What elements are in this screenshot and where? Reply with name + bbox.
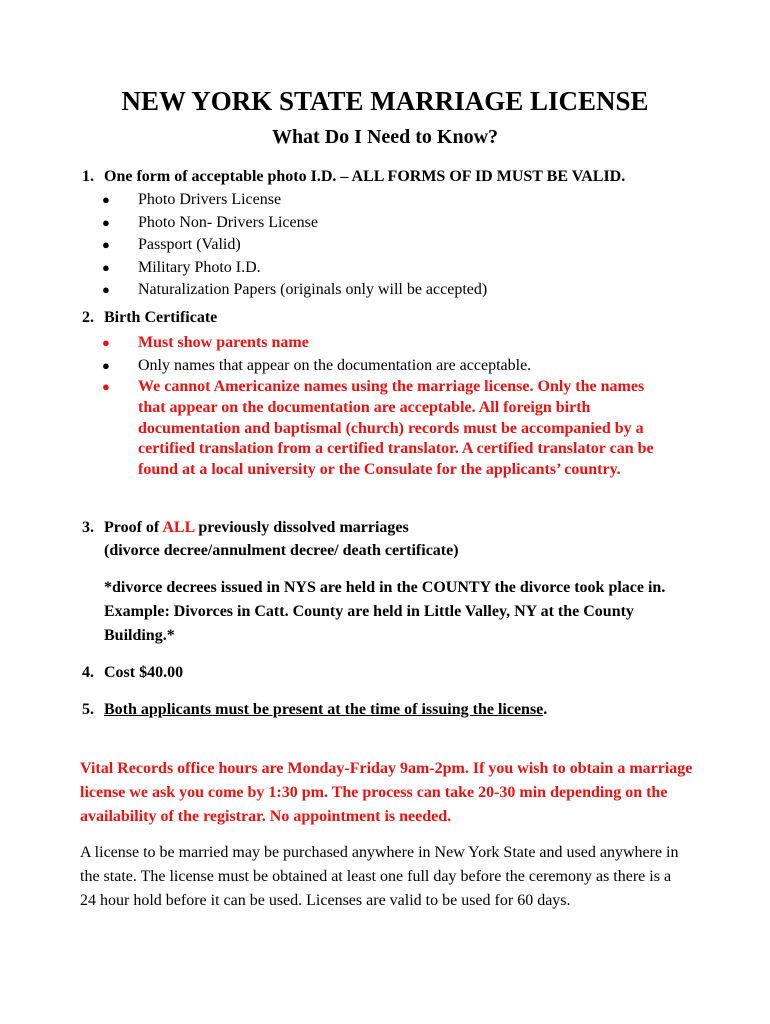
- requirement-3-number: 3.: [82, 519, 94, 536]
- requirement-5-heading: 5. Both applicants must be present at the time of issuing the license.: [82, 701, 548, 718]
- list-item: ● Photo Non- Drivers License: [0, 212, 487, 235]
- birth-certificate-list: [0, 332, 658, 481]
- id-forms-list: [0, 189, 487, 302]
- bullet-icon: ●: [102, 282, 110, 297]
- requirement-1-text: One form of acceptable photo I.D. – ALL FORMS OF ID MUST BE VALID.: [104, 168, 626, 185]
- dissolved-marriage-documents: (divorce decree/annulment decree/ death certificate): [104, 542, 459, 559]
- requirement-5-text: Both applicants must be present at the time of issuing the license: [104, 701, 544, 718]
- requirement-5-number: 5.: [82, 701, 94, 718]
- list-item: ● Naturalization Papers (originals only will be accepted): [0, 279, 487, 302]
- requirement-3-heading: 3. Proof of ALL previously dissolved marriages: [82, 519, 409, 536]
- bullet-icon: ●: [102, 237, 110, 252]
- bullet-icon: ●: [102, 259, 110, 275]
- bullet-icon: ●: [102, 192, 110, 207]
- requirement-4-text: Cost $40.00: [104, 664, 184, 681]
- requirement-4-number: 4.: [82, 664, 94, 681]
- list-item: ● Must show parents name: [0, 332, 658, 355]
- requirement-1-heading: [82, 167, 625, 187]
- requirement-1-number: 1.: [82, 168, 94, 185]
- requirement-2-heading: [82, 308, 217, 328]
- list-item: ● Military Photo I.D.: [0, 257, 487, 280]
- list-item: ● Only names that appear on the documentation are acceptable.: [0, 355, 658, 378]
- list-item: ● Passport (Valid): [0, 234, 487, 257]
- divorce-decree-note: *divorce decrees issued in NYS are held in the COUNTY the divorce took place in. Example: Divorces in Catt. County are held in Little Valley, NY at the County Building.*: [104, 579, 666, 644]
- bullet-icon: ●: [102, 357, 110, 373]
- list-item: ● We cannot Americanize names using the marriage license. Only the names that appear on the documentation are acceptable. All foreign birth documentation and baptismal (church) records must be accompanied by a certified translation from a certified translator. A certified translator can be found at a local university or the Consulate for the applicants’ country.: [102, 378, 654, 479]
- bullet-icon: ●: [102, 214, 110, 230]
- requirement-4-heading: [82, 663, 183, 683]
- document-subtitle: What Do I Need to Know?: [271, 126, 499, 148]
- bullet-icon: ●: [102, 335, 110, 350]
- list-item: ● Photo Drivers License: [0, 189, 487, 212]
- office-hours-notice: Vital Records office hours are Monday-Friday 9am-2pm. If you wish to obtain a marriage license we ask you come by 1:30 pm. The process can take 20-30 min depending on the availability of the registrar. No appointment is needed.: [80, 760, 693, 825]
- license-validity-info: A license to be married may be purchased anywhere in New York State and used anywhere in the state. The license must be obtained at least one full day before the ceremony as there is a 24 hour hold before it can be used. Licenses are valid to be used for 60 days.: [80, 844, 679, 909]
- requirement-2-number: 2.: [82, 309, 94, 326]
- bullet-icon: ●: [102, 379, 110, 394]
- requirement-2-text: Birth Certificate: [104, 309, 218, 326]
- document-title: NEW YORK STATE MARRIAGE LICENSE: [121, 86, 649, 116]
- all-emphasis: ALL: [162, 519, 195, 536]
